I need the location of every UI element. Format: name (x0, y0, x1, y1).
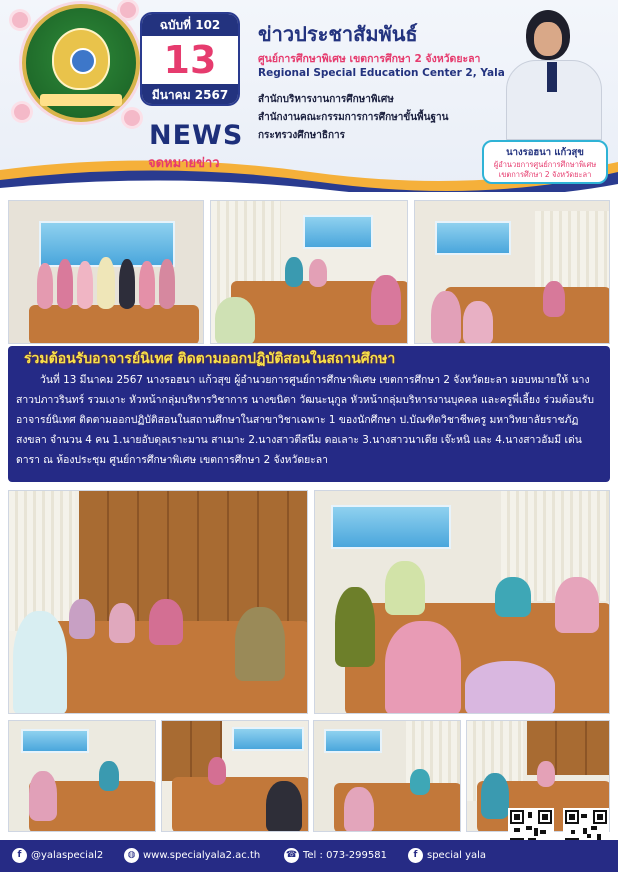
backdrop-banner (21, 729, 89, 753)
portrait-face (534, 22, 562, 56)
issue-number: ฉบับที่ 102 (142, 14, 238, 36)
org-line: กระทรวงศึกษาธิการ (258, 130, 346, 141)
person (208, 757, 226, 785)
phone-number: Tel : 073-299581 (303, 850, 387, 861)
person (119, 259, 135, 309)
window-curtain (9, 491, 75, 631)
backdrop-banner (435, 221, 511, 255)
person (97, 257, 115, 309)
person (481, 773, 509, 819)
event-photo-small-3 (313, 720, 461, 832)
person (335, 587, 375, 667)
footer-bar (0, 840, 618, 872)
event-photo-presentation (314, 490, 610, 714)
page-title: ข่าวประชาสัมพันธ์ (258, 22, 418, 46)
news-subtitle: จดหมายข่าว (148, 156, 220, 171)
article-panel (8, 346, 610, 482)
event-photo-discussion (8, 490, 308, 714)
person (99, 761, 119, 791)
globe-icon: ◍ (124, 848, 139, 863)
footer-page[interactable] (408, 848, 486, 864)
person (215, 297, 255, 344)
person (13, 611, 67, 714)
person (266, 781, 302, 832)
flower-decoration (120, 2, 136, 18)
portrait-tie (547, 62, 557, 92)
person (431, 291, 461, 344)
person (29, 771, 57, 821)
news-wordmark: NEWS (149, 120, 244, 151)
issue-month-year: มีนาคม 2567 (142, 84, 238, 106)
person (309, 259, 327, 287)
person (37, 263, 53, 309)
person (159, 259, 175, 309)
person (69, 599, 95, 639)
person (537, 761, 555, 787)
logo-ribbon (40, 94, 122, 106)
person (371, 275, 401, 325)
facebook-icon: f (408, 848, 423, 863)
director-portrait (498, 4, 610, 140)
director-position: เขตการศึกษา 2 จังหวัดยะลา (498, 170, 592, 179)
person (385, 561, 425, 615)
meeting-table (29, 305, 199, 344)
person (149, 599, 183, 645)
person (465, 661, 555, 714)
person (57, 259, 73, 309)
person (285, 257, 303, 287)
person (109, 603, 135, 643)
director-position: ผู้อำนวยการศูนย์การศึกษาพิเศษ (493, 160, 597, 169)
footer-facebook[interactable] (12, 848, 103, 864)
issue-day: 13 (163, 38, 217, 82)
person (410, 769, 430, 795)
footer-phone[interactable] (284, 848, 387, 864)
issue-date-box (140, 12, 240, 106)
article-body: วันที่ 13 มีนาคม 2567 นางรอฮนา แก้วสุข ผู้อำนวยการศูนย์การศึกษาพิเศษ เขตการศึกษา 2 จังหวัดยะลา มอบหมายให้ นางสาวปภาวรินทร์ รวมเงาะ หัวหน้ากลุ่มบริหารวิชาการ นางขนิตา วัฒนะนุกูล หัวหน้ากลุ่มบริหารงานบุคคล และครูพี่เลี้ยง ร่วมต้อนรับอาจารย์นิเทศ ติดตามออกปฏิบัติสอนในสถานศึกษาในสาขาวิชาเฉพาะ 1 ของนักศึกษา ป.บัณฑิตวิชาชีพครู มหาวิทยาลัยราชภัฏสงขลา จำนวน 4 คน 1.นายอับดุลเราะมาน สาเมาะ 2.นางสาวตีสนีม ดอเลาะ 3.นางสาวนาเดีย เจ๊ะหนิ และ 4.นางสาวอัมมี เด่นดารา ณ ห้องประชุม ศูนย์การศึกษาพิเศษ เขตการศึกษา 2 จังหวัดยะลา (16, 374, 594, 466)
org-line: สำนักงานคณะกรรมการการศึกษาขั้นพื้นฐาน (258, 112, 449, 123)
phone-icon: ☎ (284, 848, 299, 863)
director-name-card (482, 140, 608, 184)
logo-emblem (52, 28, 110, 90)
person (77, 261, 93, 309)
org-line: สำนักบริหารงานการศึกษาพิเศษ (258, 94, 394, 105)
website-url: www.specialyala2.ac.th (143, 850, 261, 861)
backdrop-banner (303, 215, 373, 249)
center-name-thai: ศูนย์การศึกษาพิเศษ เขตการศึกษา 2 จังหวัดยะลา (258, 53, 481, 65)
newsletter-header (0, 0, 618, 192)
flower-decoration (12, 12, 28, 28)
person (139, 261, 155, 309)
page-name: special yala (427, 850, 487, 861)
school-logo (22, 4, 140, 122)
article-title: ร่วมต้อนรับอาจารย์นิเทศ ติดตามออกปฏิบัติสอนในสถานศึกษา (24, 351, 396, 367)
person (235, 607, 285, 681)
person (344, 787, 374, 832)
person (555, 577, 599, 633)
facebook-handle: @yalaspecial2 (31, 850, 104, 861)
backdrop-banner (331, 505, 451, 549)
person (495, 577, 531, 617)
backdrop-banner (232, 727, 304, 751)
event-photo-meeting (210, 200, 408, 344)
event-photo-small-2 (161, 720, 309, 832)
event-photo-group (8, 200, 204, 344)
flower-decoration (124, 110, 140, 126)
person (463, 301, 493, 344)
event-photo-small-1 (8, 720, 156, 832)
footer-website[interactable] (124, 848, 260, 864)
person (543, 281, 565, 317)
flower-decoration (14, 104, 30, 120)
director-name: นางรอฮนา แก้วสุข (506, 147, 584, 158)
person (385, 621, 461, 714)
backdrop-banner (324, 729, 382, 753)
facebook-icon: f (12, 848, 27, 863)
event-photo-table (414, 200, 610, 344)
center-name-english: Regional Special Education Center 2, Yala (258, 67, 505, 79)
